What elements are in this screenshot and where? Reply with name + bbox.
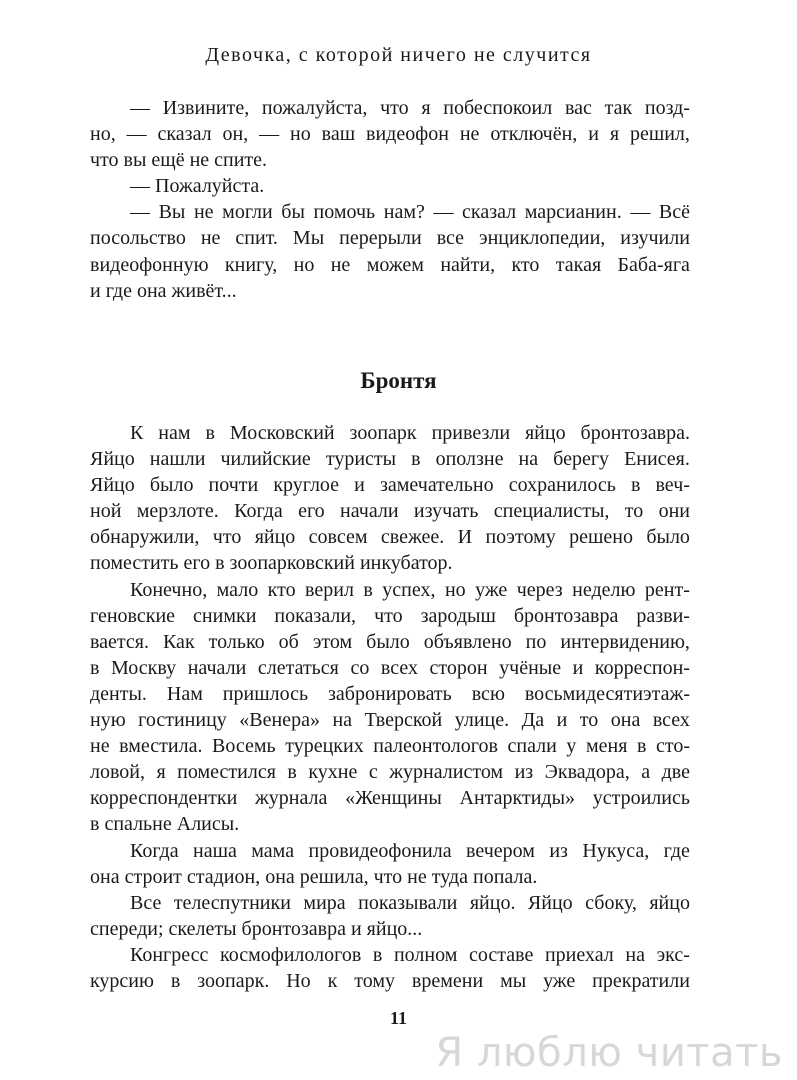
text-line: обнаружили, что яйцо совсем свежее. И поэтому решено было [90,526,690,549]
page-number: 11 [389,1008,407,1028]
text-line: в спальне Алисы. [90,813,240,836]
chapter-title: Бронтя [360,368,437,393]
text-line: поместить его в зоопарковский инкубатор. [90,552,453,575]
text-line: корреспондентки журнала «Женщины Антарктиды» устроились [90,787,690,810]
text-line: курсию в зоопарк. Но к тому времени мы уже прекратили [90,969,690,992]
text-line: денты. Нам пришлось забронировать всю восьмидесятиэтаж- [90,682,690,705]
running-head: Девочка, с которой ничего не случится [205,44,592,66]
text-line: — Вы не могли бы помочь нам? — сказал марсианин. — Всё [130,201,690,224]
text-line: — Извините, пожалуйста, что я побеспокоил вас так позд- [130,97,690,119]
text-line: Яйцо было почти круглое и замечательно сохранилось в веч- [90,474,690,497]
text-line: ную гостиницу «Венера» на Тверской улице. Да и то она всех [90,709,690,732]
text-line: но, — сказал он, — но ваш видеофон не отключён, и я решил, [90,123,690,146]
text-line: Конечно, мало кто верил в успех, но уже через неделю рент- [130,578,690,601]
text-line: геновские снимки показали, что зародыш бронтозавра разви- [90,604,690,627]
text-line: и где она живёт... [90,279,237,302]
text-line: Все телеспутники мира показывали яйцо. Яйцо сбоку, яйцо [130,891,690,914]
text-line: видеофонную книгу, но не можем найти, кто такая Баба-яга [90,253,690,276]
text-line: Когда наша мама провидеофонила вечером из Нукуса, где [130,839,690,862]
text-line: Конгресс космофилологов в полном составе приехал на экс- [130,943,690,966]
watermark: Я люблю читать [435,1030,783,1076]
text-line: она строит стадион, она решила, что не туда попала. [90,865,538,888]
text-line: не вместила. Восемь турецких палеонтологов спали у меня в сто- [90,735,690,758]
text-line: что вы ещё не спите. [90,149,268,172]
text-line: ной мерзлоте. Когда его начали изучать специалисты, то они [90,500,690,523]
text-line: К нам в Московский зоопарк привезли яйцо бронтозавра. [130,422,690,444]
text-line: вается. Как только об этом было объявлено по интервидению, [90,630,690,653]
text-line: в Москву начали слетаться со всех сторон учёные и корреспон- [90,656,690,679]
text-block-chapter [90,420,690,994]
text-line: ловой, я поместился в кухне с журналистом из Эквадора, а две [90,761,690,784]
text-line: — Пожалуйста. [130,175,265,198]
text-line: посольство не спит. Мы перерыли все энциклопедии, изучили [90,227,690,250]
text-line: Яйцо нашли чилийские туристы в оползне на берегу Енисея. [90,448,690,471]
text-block-dialogue [90,95,690,304]
text-line: спереди; скелеты бронтозавра и яйцо... [90,917,423,940]
